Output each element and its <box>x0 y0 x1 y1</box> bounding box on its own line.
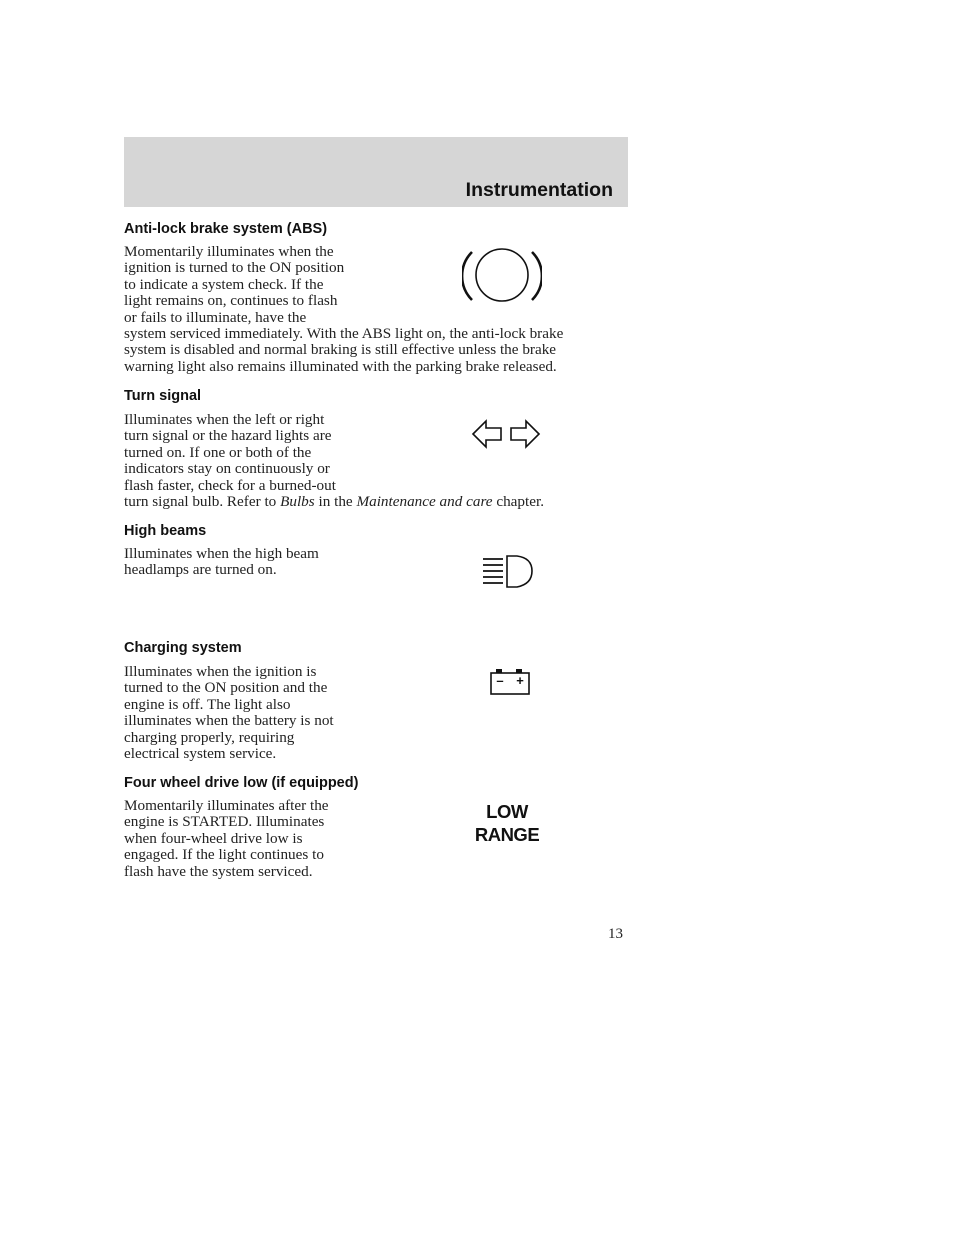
turn-signal-line: flash faster, check for a burned-out <box>124 476 336 494</box>
section-header-band <box>124 137 628 207</box>
text-fragment: chapter. <box>492 493 544 511</box>
battery-plus-symbol: + <box>516 673 524 688</box>
abs-line: Momentarily illuminates when the <box>124 243 334 260</box>
four-wd-line: engine is STARTED. Illuminates <box>124 813 325 831</box>
charging-system-description <box>124 664 334 762</box>
battery-icon <box>488 668 532 696</box>
abs-line: light remains on, continues to flash <box>124 292 338 310</box>
abs-line: system is disabled and normal braking is still effective unless the brake <box>124 341 557 359</box>
four-wd-line: when four-wheel drive low is <box>124 829 303 847</box>
high-beams-line: Illuminates when the high beam <box>124 545 319 562</box>
low-range-line: RANGE <box>474 824 540 845</box>
abs-line: warning light also remains illuminated with the parking brake released. <box>124 357 557 375</box>
abs-line: or fails to illuminate, have the <box>124 308 307 326</box>
abs-heading: Anti-lock brake system (ABS) <box>124 221 328 237</box>
text-fragment: turn signal bulb. Refer to <box>124 493 281 511</box>
turn-signal-line: indicators stay on continuously or <box>124 460 330 478</box>
page-title: Instrumentation <box>465 179 613 201</box>
abs-line: system serviced immediately. With the ABS light on, the anti-lock brake <box>124 325 564 343</box>
abs-line: to indicate a system check. If the <box>124 275 324 293</box>
turn-signal-last-line <box>124 494 544 510</box>
turn-signal-line: turn signal or the hazard lights are <box>124 427 332 445</box>
high-beams-heading: High beams <box>124 523 207 539</box>
low-range-indicator <box>466 800 548 846</box>
turn-signal-line: Illuminates when the left or right <box>124 411 325 428</box>
high-beams-line: headlamps are turned on. <box>124 561 277 579</box>
turn-signal-line: turned on. If one or both of the <box>124 443 312 461</box>
text-fragment: in the <box>314 493 357 511</box>
charging-line: electrical system service. <box>124 745 277 763</box>
four-wheel-drive-description <box>124 798 329 880</box>
battery-minus-symbol: – <box>496 673 504 688</box>
charging-line: turned to the ON position and the <box>124 679 328 697</box>
charging-line: illuminates when the battery is not <box>124 712 334 730</box>
page-number: 13 <box>608 926 623 942</box>
charging-line: charging properly, requiring <box>124 728 295 746</box>
four-wd-line: engaged. If the light continues to <box>124 846 324 864</box>
four-wd-line: flash have the system serviced. <box>124 862 313 880</box>
high-beams-description <box>124 546 319 579</box>
charging-system-heading: Charging system <box>124 640 242 656</box>
abs-warning-icon <box>462 244 542 308</box>
charging-line: Illuminates when the ignition is <box>124 663 317 680</box>
abs-line: ignition is turned to the ON position <box>124 259 345 277</box>
charging-line: engine is off. The light also <box>124 695 291 713</box>
turn-signal-heading: Turn signal <box>124 388 202 404</box>
four-wheel-drive-heading: Four wheel drive low (if equipped) <box>124 775 359 791</box>
bulbs-reference: Bulbs <box>280 493 315 511</box>
high-beam-icon <box>480 554 536 590</box>
four-wd-line: Momentarily illuminates after the <box>124 797 329 814</box>
low-range-line: LOW <box>486 801 528 822</box>
turn-signal-arrows-icon <box>470 418 542 450</box>
maintenance-chapter-reference: Maintenance and care <box>356 493 493 511</box>
